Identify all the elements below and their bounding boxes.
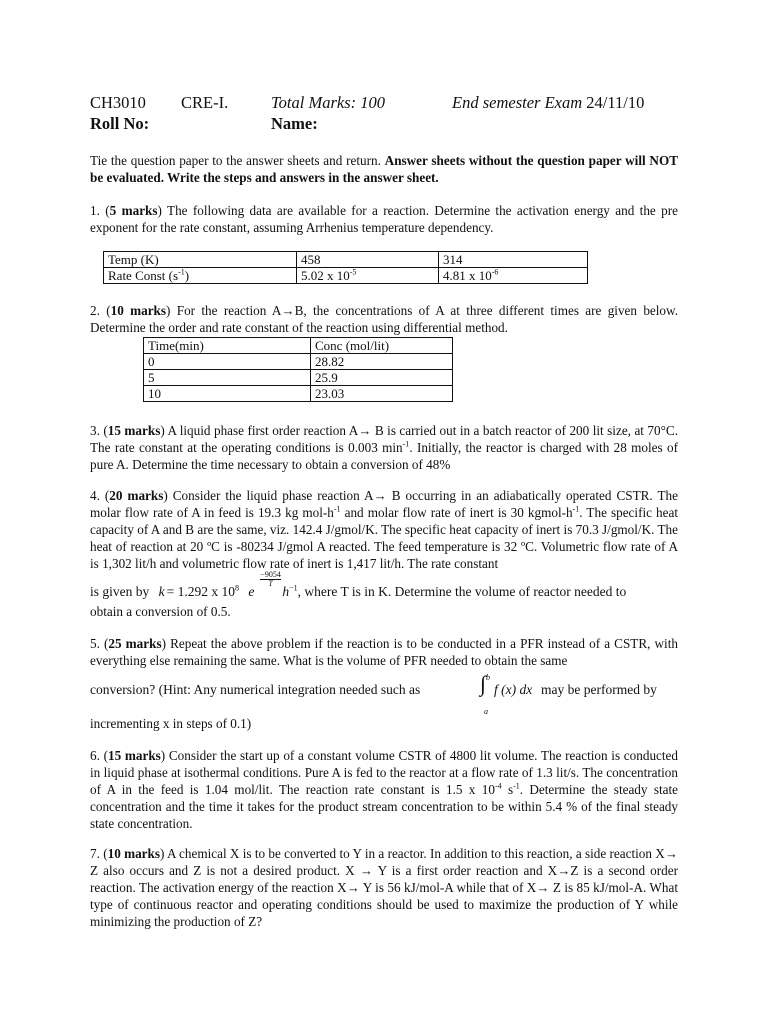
q6-marks: 15 marks [108,748,161,763]
q2-number: 2. ( [90,303,111,318]
q3-text-2: . Initially, the reactor is charged with 28 moles of pure A. Determine the time necessary to obtain a conversion of 48% [90,440,678,472]
table-cell: 314 [439,252,588,268]
exam-date: 24/11/10 [586,93,645,112]
table-row [144,338,453,354]
q4-rate-equation: is given by k = 1.292 x $10^8$ e −9054 T $h^{-1}$, where T is in K. Determine the volume of reactor needed to [90,570,627,599]
q2-marks: 10 marks [110,303,167,318]
table-cell: 25.9 [311,370,453,386]
q1-marks: 5 marks [109,203,158,218]
q1-data-table [103,251,588,284]
table-cell: 5 [144,370,311,386]
q7-marks: 10 marks [107,846,160,861]
course-code: CH3010 [90,93,146,112]
roll-no-label: Roll No: [90,114,150,133]
table-cell: Temp (K) [104,252,297,268]
question-2 [90,302,678,336]
table-row [104,268,588,284]
q5-number: 5. ( [90,636,109,651]
instructions-plain: Tie the question paper to the answer sheets and return. [90,153,381,168]
q4-marks: 20 marks [109,488,164,503]
instructions [90,152,678,186]
table-cell: 23.03 [311,386,453,402]
name-label: Name: [271,114,318,133]
table-row [144,370,453,386]
total-marks: Total Marks: 100 [271,93,385,112]
exam-label: End semester Exam [452,93,583,112]
q7-number: 7. ( [90,846,108,861]
q1-number: 1. ( [90,203,110,218]
question-3: 3. (15 marks) A liquid phase first order reaction A→ B is carried out in a batch reactor of 200 lit size, at 70°C. The rate constant at the operating conditions is 0.003 $\min^{-1}$. Initially, the reactor is charged with 28 moles of pure A. Determine the time necessary to obtain a conversion of 48% [90,423,678,472]
table-cell: 10 [144,386,311,402]
question-5: 5. (25 marks) Repeat the above problem if the reaction is to be conducted in a PFR instead of a CSTR, with everything else remaining the same. What is the volume of PFR needed to obtain the same [90,636,678,668]
table-row [144,354,453,370]
question-1 [90,202,678,236]
exam-label-group [452,94,644,111]
table-cell: 458 [297,252,439,268]
table-cell: 4.81 x $10^{-6}$ [439,268,588,284]
question-6: 6. (15 marks) Consider the start up of a constant volume CSTR of 4800 lit volume. The reaction is conducted in liquid phase at isothermal conditions. Pure A is fed to the reactor at a flow rate of 1.3 lit/s. The concentration of A in the feed is 1.04 mol/lit. The reaction rate constant is 1.5 x $10^{-4}$ $s^{-1}$. Determine the steady state concentration and the time it takes for the product stream concentration to be within 5.4 % of the final steady state concentration. [90,748,678,831]
q6-number: 6. ( [90,748,108,763]
table-header-cell: Conc (mol/lit) [311,338,453,354]
table-header-cell: Time(min) [144,338,311,354]
q5-marks: 25 marks [108,636,162,651]
q1-text: ) The following data are available for a reaction. Determine the activation energy and the pre exponent for the rate constant, assuming Arrhenius temperature dependency. [90,203,678,235]
table-cell: 0 [144,354,311,370]
course-name: CRE-I. [181,93,229,112]
q5-integral-line: conversion? (Hint: Any numerical integration needed such as ∫ b a f (x) dx may be performed by [90,671,657,716]
q7-text: ) A chemical X is to be converted to Y in a reactor. In addition to this reaction, a side reaction X→ Z also occurs and Z is not a desired product. X → Y is a first order reaction and X→Z is a second order reaction. The activation energy of the reaction X→ Y is 56 kJ/mol-A while that of X→ Z is 85 kJ/mol-A. What type of continuous reactor and operating conditions should be used to maximize the production of Y while minimizing the production of Z? [90,846,678,929]
q3-number: 3. ( [90,423,108,438]
table-row [104,252,588,268]
table-row [144,386,453,402]
table-cell: 5.02 x $10^{-5}$ [297,268,439,284]
table-cell: 28.82 [311,354,453,370]
q4-text-end: obtain a conversion of 0.5. [90,604,231,619]
question-7 [90,845,678,930]
table-cell: Rate Const $(s^{-1})$ [104,268,297,284]
q2-data-table [143,337,453,402]
q3-text-1: ) A liquid phase first order reaction A→ B is carried out in a batch reactor of 200 lit size, at 70°C. The rate constant at the operating conditions is 0.003 min [90,423,678,455]
q4-number: 4. ( [90,488,110,503]
question-4: 4. (20 marks) Consider the liquid phase reaction A→ B occurring in an adiabatically operated CSTR. The molar flow rate of A in feed is 19.3 kg mol-$h^{-1}$ and molar flow rate of inert is 30 kgmol-$h^{-1}$. The specific heat capacity of A and B are the same, viz. 142.4 J/gmol/K. The specific heat capacity of inert is 70.3 J/gmol/K. The heat of reaction at 20 ºC is -80234 J/gmol A reacted. The feed temperature is 32 ºC. Volumetric flow rate of A is 1,302 lit/h and volumetric flow rate of inert is 1,417 lit/h. The rate constant [90,488,679,571]
q5-text-end: incrementing x in steps of 0.1) [90,716,252,731]
q2-text: ) For the reaction A→B, the concentrations of A at three different times are given below. Determine the order and rate constant of the reaction using differential method. [90,303,678,335]
instructions-bold: Answer sheets without the question paper will NOT be evaluated. Write the steps and answers in the answer sheet. [90,153,679,185]
q3-marks: 15 marks [107,423,161,438]
